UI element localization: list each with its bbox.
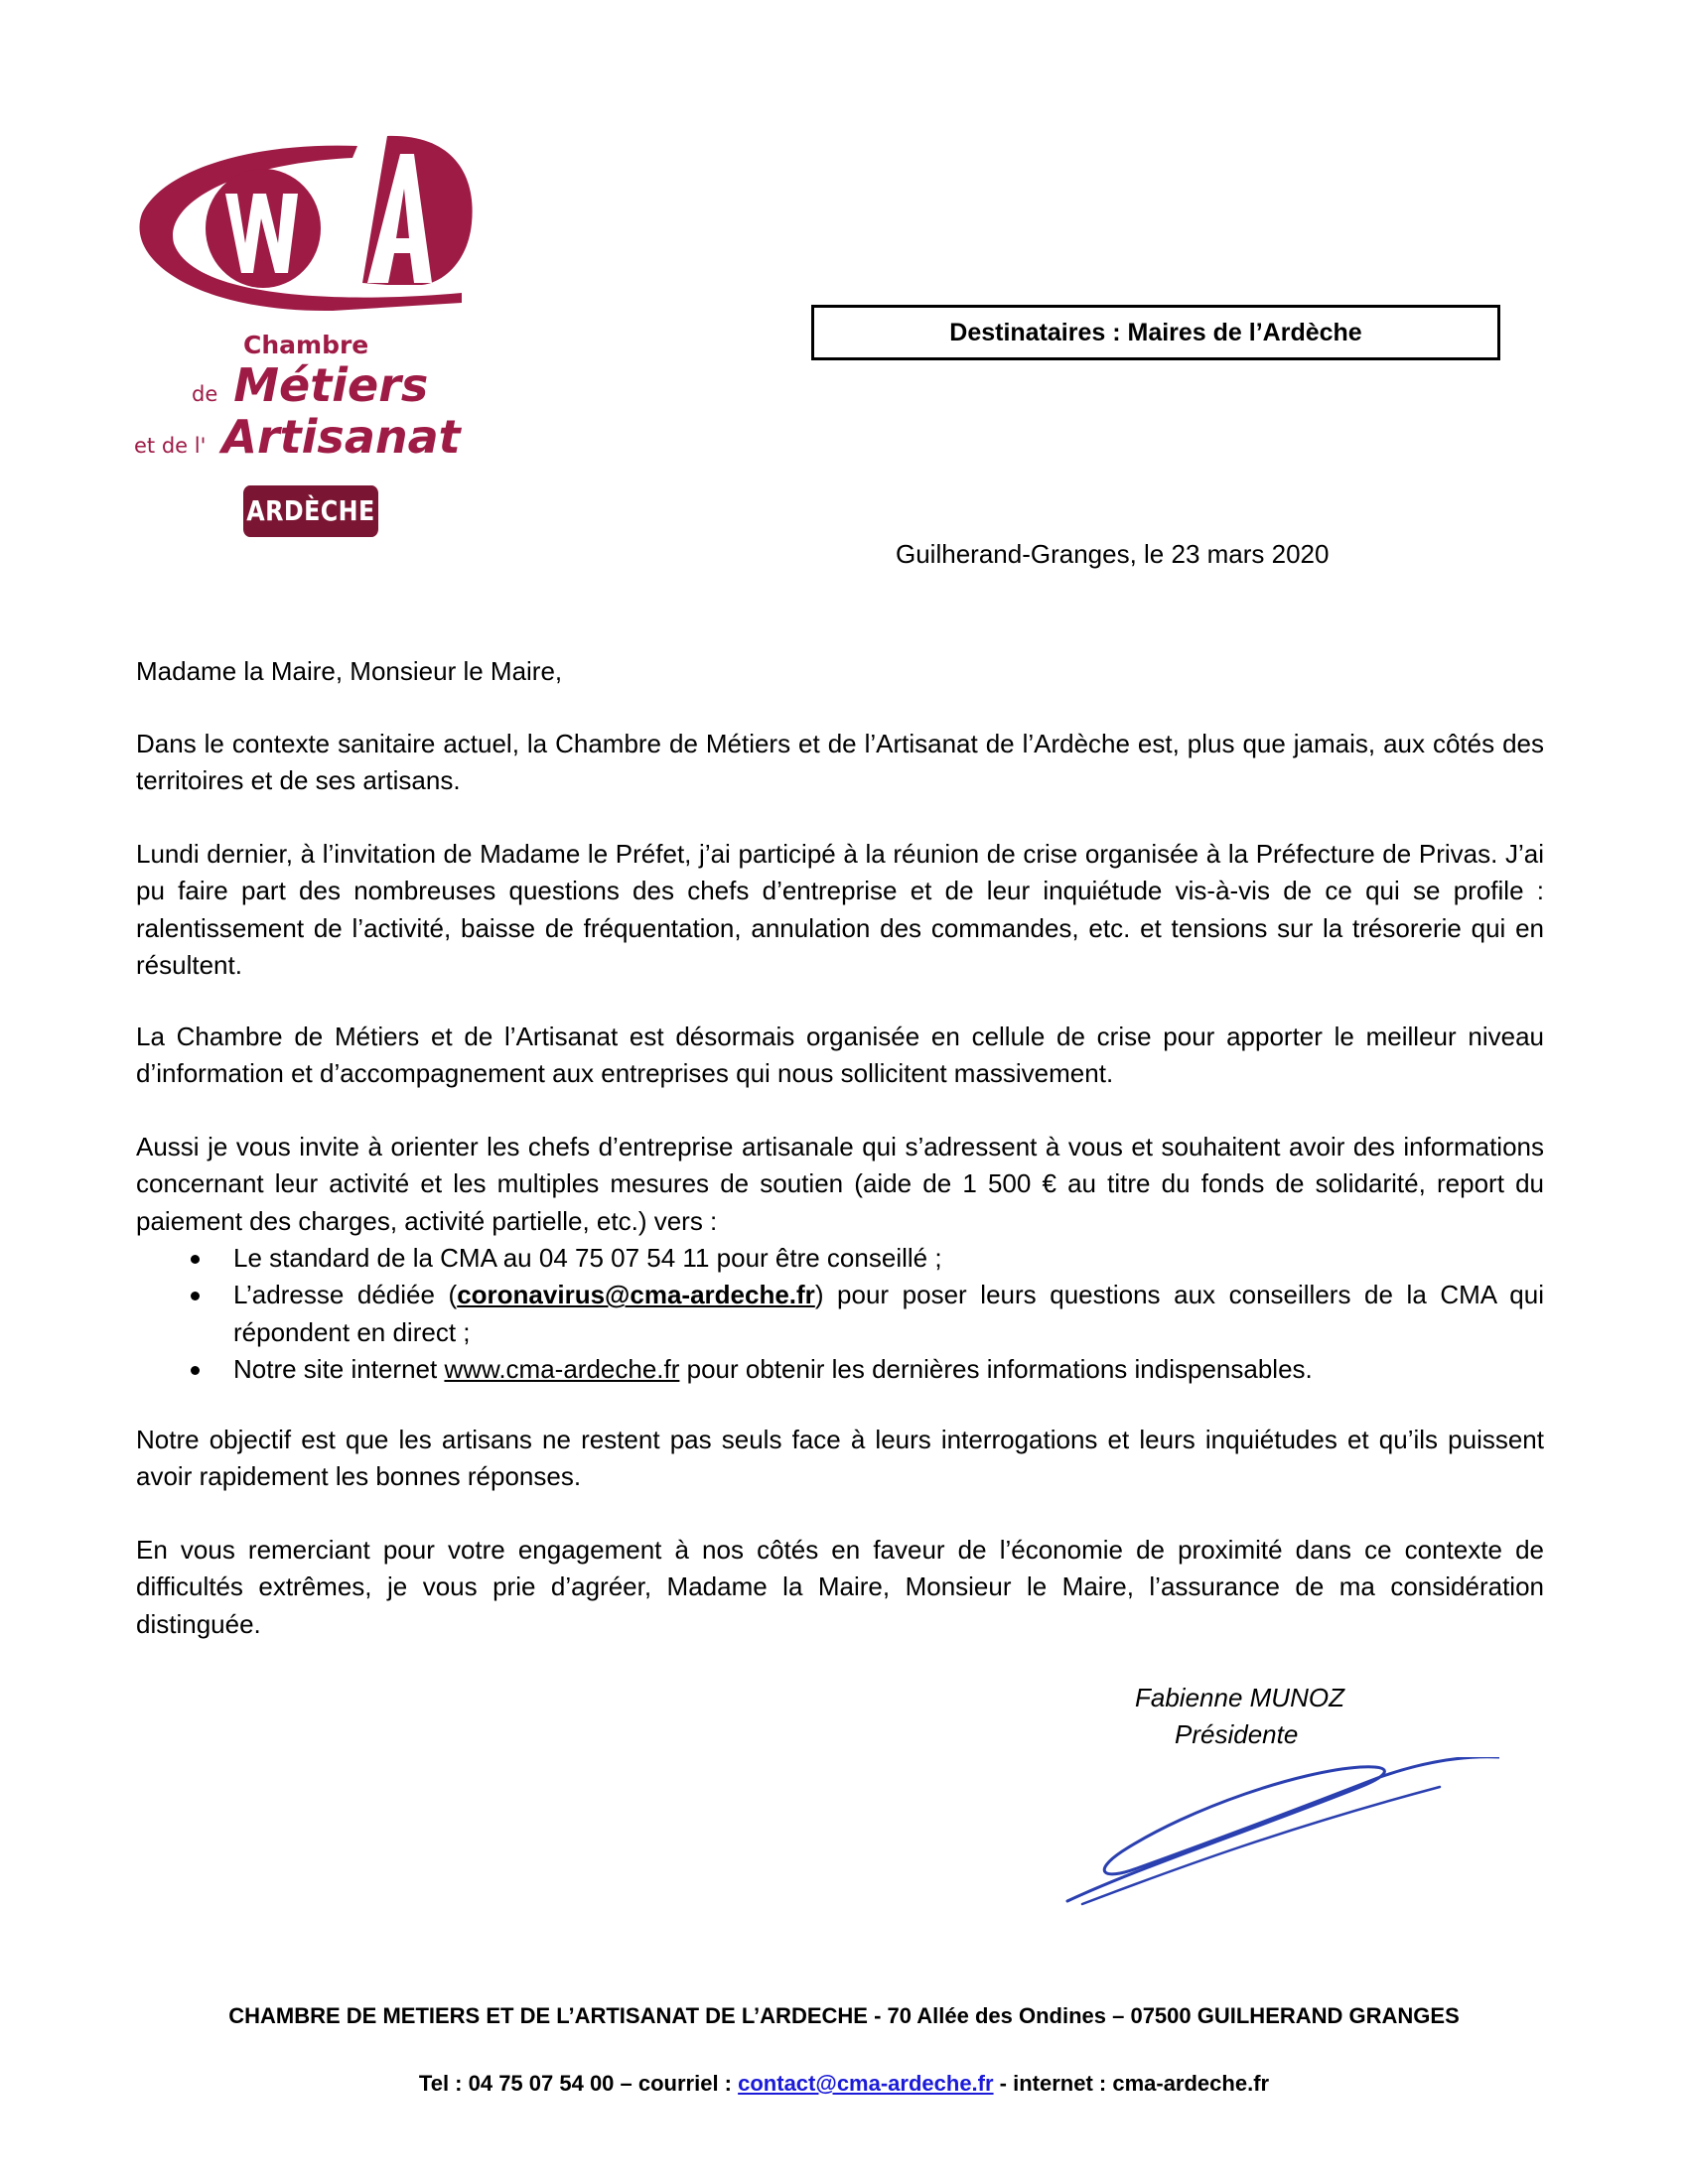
paragraph-objective (136, 1422, 1544, 1496)
footer-tel: Tel : 04 75 07 54 00 – courriel : (418, 2071, 739, 2096)
list-item-text: ) pour poser leurs questions aux conseillers de la CMA qui répondent en direct ; (233, 1280, 1544, 1347)
paragraph-crisis-cell (136, 1019, 1544, 1093)
paragraph-crisis-meeting (136, 836, 1544, 984)
logo-badge-ardeche: ARDÈCHE (243, 485, 378, 537)
website-link[interactable]: www.cma-ardeche.fr (444, 1353, 680, 1384)
logo-metiers-word: Métiers (233, 358, 429, 412)
contact-list (136, 1240, 1544, 1388)
logo-artisanat-word: Artisanat (221, 410, 461, 464)
footer-address: CHAMBRE DE METIERS ET DE L’ARTISANAT DE L’ARDECHE - 70 Allée des Ondines – 07500 GUILHERAND GRANGES (228, 2003, 1460, 2028)
logo-chambre: Chambre (243, 331, 369, 359)
paragraph-text: Lundi dernier, à l’invitation de Madame le Préfet, j’ai participé à la réunion de crise organisée à la Préfecture de Privas. J’ai pu faire part des nombreuses questions des chefs d’entreprise et de leur inquiétude vis-à-vis de ce qui se profile : ralentissement de l’activité, baisse de fréquentation, annulation des commandes, etc. et tensions sur la trésorerie qui en résultent. (136, 839, 1544, 980)
paragraph-closing (136, 1532, 1544, 1643)
bullet-icon (191, 1366, 200, 1375)
footer-contact (0, 2071, 1688, 2097)
list-item (136, 1240, 1544, 1277)
footer-internet: - internet : cma-ardeche.fr (993, 2071, 1270, 2096)
list-item (136, 1351, 1544, 1388)
salutation: Madame la Maire, Monsieur le Maire, (136, 656, 563, 686)
signatory-name: Fabienne MUNOZ (1135, 1683, 1344, 1712)
coronavirus-email-link[interactable]: coronavirus@cma-ardeche.fr (457, 1280, 815, 1310)
logo-artisanat (134, 410, 492, 464)
paragraph-text: La Chambre de Métiers et de l’Artisanat est désormais organisée en cellule de crise pour apporter le meilleur niveau d’information et d’accompagnement aux entreprises qui nous sollicitent massivement. (136, 1022, 1544, 1089)
logo-de: de (192, 382, 218, 406)
paragraph-text: Notre objectif est que les artisans ne restent pas seuls face à leurs interrogations et leurs inquiétudes et qu’ils puissent avoir rapidement les bonnes réponses. (136, 1425, 1544, 1492)
paragraph-text: Dans le contexte sanitaire actuel, la Chambre de Métiers et de l’Artisanat de l’Ardèche est, plus que jamais, aux côtés des territoires et de ses artisans. (136, 729, 1544, 796)
signatory-title: Présidente (1175, 1719, 1299, 1749)
paragraph-text: En vous remerciant pour votre engagement à nos côtés en faveur de l’économie de proximité dans ce contexte de difficultés extrêmes, je vous prie d’agréer, Madame la Maire, Monsieur le Maire, l’assurance de ma considération distinguée. (136, 1535, 1544, 1639)
list-item-text: pour obtenir les dernières informations indispensables. (679, 1353, 1313, 1384)
date-line: Guilherand-Granges, le 23 mars 2020 (896, 539, 1330, 569)
recipients-box: Destinataires : Maires de l’Ardèche (811, 305, 1500, 360)
bullet-icon (191, 1292, 200, 1300)
paragraph-text: Aussi je vous invite à orienter les chefs d’entreprise artisanale qui s’adressent à vous et souhaitent avoir des informations concernant leur activité et les multiples mesures de soutien (aide de 1 500 € au titre du fonds de solidarité, report du paiement des charges, activité partielle, etc.) vers : (136, 1132, 1544, 1236)
footer-email-link[interactable]: contact@cma-ardeche.fr (738, 2071, 994, 2096)
cma-emblem-icon (134, 134, 492, 323)
paragraph-invitation (136, 1129, 1544, 1240)
logo-metiers (134, 358, 492, 412)
list-item-text: Notre site internet (233, 1353, 445, 1384)
paragraph-context (136, 726, 1544, 800)
bullet-icon (191, 1255, 200, 1264)
list-item (136, 1277, 1544, 1351)
list-item-text: L’adresse dédiée ( (233, 1280, 458, 1310)
cma-logo (134, 134, 492, 541)
list-item-text: Le standard de la CMA au 04 75 07 54 11 pour être conseillé ; (233, 1243, 942, 1273)
handwritten-signature-icon (1062, 1757, 1499, 1906)
logo-et-de-l: et de l' (134, 434, 207, 458)
